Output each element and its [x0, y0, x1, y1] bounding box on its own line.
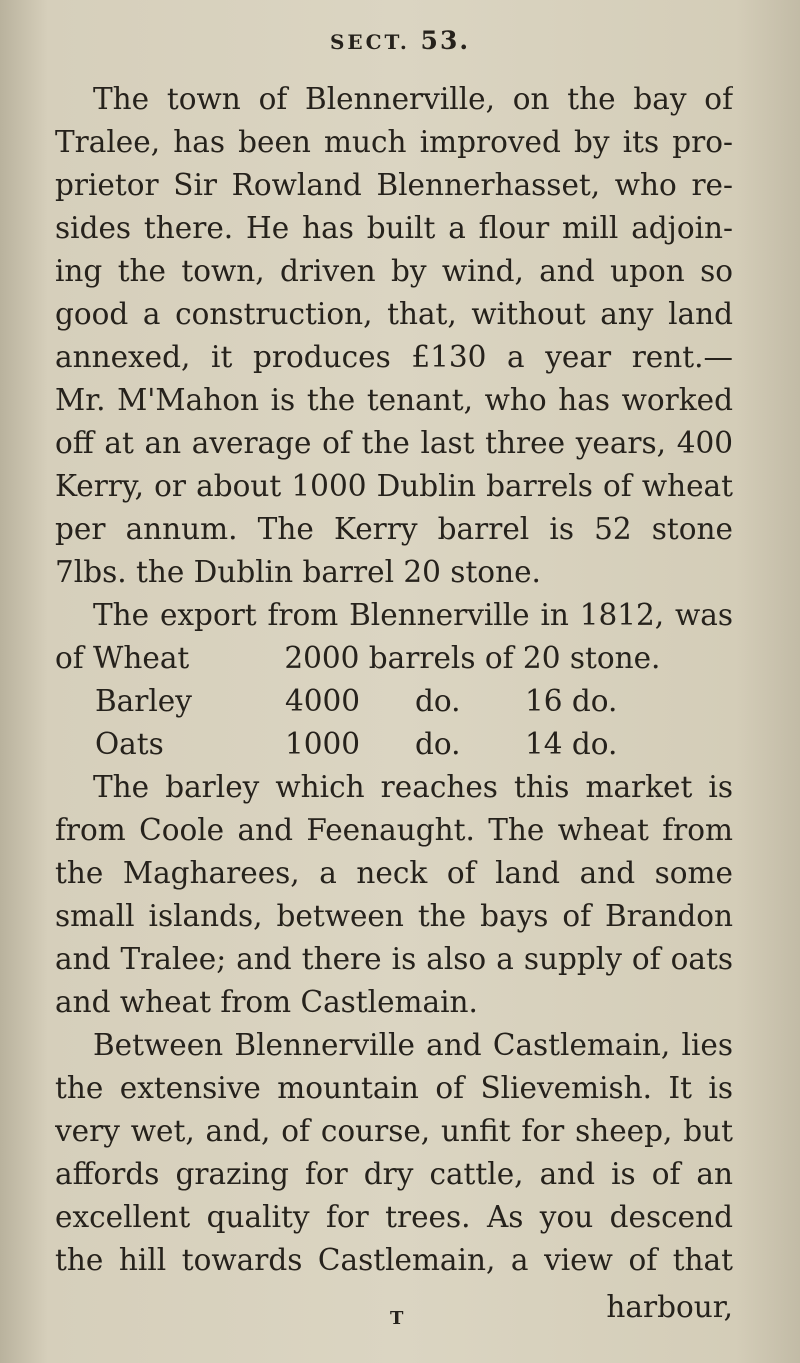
text-line: and Tralee; and there is also a supply of oats: [55, 942, 733, 976]
export-intro: The export from Blennerville in 1812, was: [93, 598, 733, 632]
text-line: ing the town, driven by wind, and upon so: [55, 254, 733, 288]
signature-mark: T: [390, 1308, 404, 1329]
export-quantity: 1000: [285, 727, 361, 761]
text-line: the Magharees, a neck of land and some: [55, 856, 733, 890]
text-line: The barley which reaches this market is: [93, 770, 733, 804]
export-quantity: 2000 barrels of 20 stone.: [284, 641, 661, 675]
export-unit: do.: [415, 727, 461, 761]
text-line: excellent quality for trees. As you descend: [55, 1200, 733, 1234]
export-weight: 16 do.: [525, 684, 618, 718]
text-line: The town of Blennerville, on the bay of: [93, 82, 733, 116]
export-grain: of Wheat: [55, 641, 190, 675]
section-number: 53.: [420, 26, 471, 55]
export-grain: Oats: [95, 727, 164, 761]
text-line: prietor Sir Rowland Blennerhasset, who re-: [55, 168, 733, 202]
export-unit: do.: [415, 684, 461, 718]
text-line: Between Blennerville and Castlemain, lies: [93, 1028, 733, 1062]
text-line: Tralee, has been much improved by its pro-: [55, 125, 733, 159]
text-line: very wet, and, of course, unfit for sheep, but: [55, 1114, 733, 1148]
text-line: from Coole and Feenaught. The wheat from: [55, 813, 733, 847]
text-line: off at an average of the last three years, 400: [55, 426, 733, 460]
text-line: 7lbs. the Dublin barrel 20 stone.: [55, 555, 541, 589]
body-text: [55, 78, 733, 1282]
export-quantity: 4000: [285, 684, 361, 718]
text-line: good a construction, that, without any land: [55, 297, 733, 331]
export-grain: Barley: [95, 684, 192, 718]
text-line: and wheat from Castlemain.: [55, 985, 478, 1019]
text-line: Mr. M'Mahon is the tenant, who has worked: [55, 383, 733, 417]
export-row-wheat: [55, 637, 733, 680]
catchword: harbour,: [606, 1290, 733, 1324]
export-row-barley: [55, 680, 733, 723]
text-line: Kerry, or about 1000 Dublin barrels of wheat: [55, 469, 733, 503]
page-header: [0, 26, 800, 55]
text-line: per annum. The Kerry barrel is 52 stone: [55, 512, 733, 546]
text-line: annexed, it produces £130 a year rent.—: [55, 340, 733, 374]
section-label: SECT.: [329, 30, 410, 54]
text-line: affords grazing for dry cattle, and is of an: [55, 1157, 733, 1191]
export-row-oats: [55, 723, 733, 766]
text-line: sides there. He has built a flour mill adjoin-: [55, 211, 733, 245]
text-line: the extensive mountain of Slievemish. It is: [55, 1071, 733, 1105]
text-line: small islands, between the bays of Brandon: [55, 899, 733, 933]
text-line: the hill towards Castlemain, a view of that: [55, 1243, 733, 1277]
page-footer: [55, 1290, 733, 1333]
export-weight: 14 do.: [525, 727, 618, 761]
